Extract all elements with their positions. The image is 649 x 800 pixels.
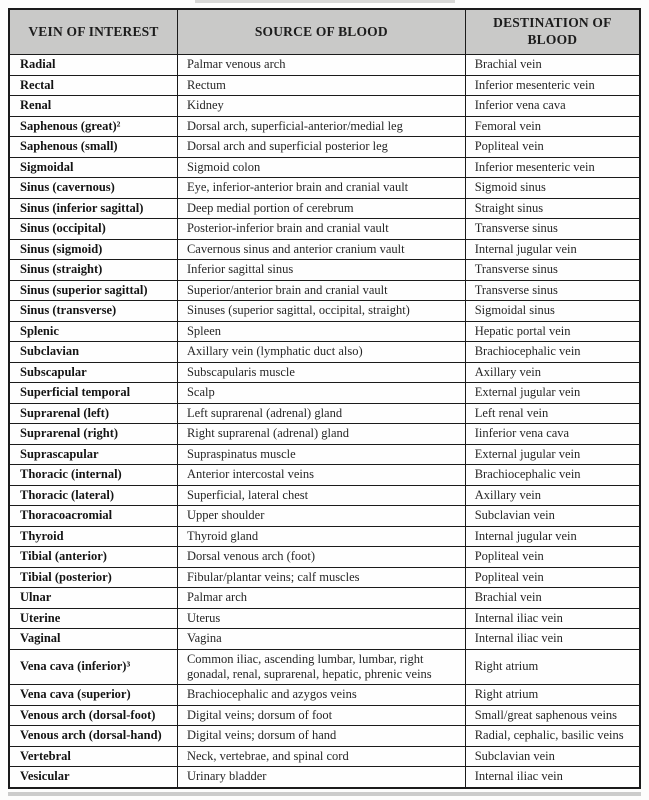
column-header-vein-of-interest: VEIN OF INTEREST — [9, 9, 177, 55]
cell-vein-of-interest: Thoracic (internal) — [9, 465, 177, 486]
cell-vein-of-interest: Superficial temporal — [9, 383, 177, 404]
table-row — [9, 767, 640, 788]
cell-vein-of-interest: Sinus (straight) — [9, 260, 177, 281]
cell-destination-of-blood: Transverse sinus — [465, 280, 640, 301]
cell-destination-of-blood: Internal jugular vein — [465, 526, 640, 547]
table-row — [9, 649, 640, 685]
table-row — [9, 157, 640, 178]
table-row — [9, 239, 640, 260]
table-row — [9, 362, 640, 383]
table-row — [9, 342, 640, 363]
cell-destination-of-blood: Inferior mesenteric vein — [465, 75, 640, 96]
cell-source-of-blood: Posterior-inferior brain and cranial vault — [177, 219, 465, 240]
cell-vein-of-interest: Vena cava (superior) — [9, 685, 177, 706]
cell-source-of-blood: Inferior sagittal sinus — [177, 260, 465, 281]
cell-destination-of-blood: Hepatic portal vein — [465, 321, 640, 342]
column-header-destination-of-blood: DESTINATION OF BLOOD — [465, 9, 640, 55]
cell-vein-of-interest: Thoracic (lateral) — [9, 485, 177, 506]
cell-destination-of-blood: Small/great saphenous veins — [465, 705, 640, 726]
cell-vein-of-interest: Thoracoacromial — [9, 506, 177, 527]
cell-source-of-blood: Urinary bladder — [177, 767, 465, 788]
table-row — [9, 424, 640, 445]
table-row — [9, 705, 640, 726]
table-row — [9, 506, 640, 527]
cell-destination-of-blood: Sigmoid sinus — [465, 178, 640, 199]
veins-table — [8, 8, 641, 789]
cell-source-of-blood: Superficial, lateral chest — [177, 485, 465, 506]
cell-source-of-blood: Dorsal arch and superficial posterior leg — [177, 137, 465, 158]
cell-destination-of-blood: Brachiocephalic vein — [465, 465, 640, 486]
cell-vein-of-interest: Sinus (sigmoid) — [9, 239, 177, 260]
cell-destination-of-blood: Axillary vein — [465, 485, 640, 506]
scan-artifact — [195, 0, 455, 3]
cell-destination-of-blood: Subclavian vein — [465, 746, 640, 767]
table-row — [9, 55, 640, 76]
table-row — [9, 383, 640, 404]
bottom-rule — [8, 792, 641, 796]
cell-vein-of-interest: Sigmoidal — [9, 157, 177, 178]
cell-vein-of-interest: Sinus (inferior sagittal) — [9, 198, 177, 219]
cell-source-of-blood: Spleen — [177, 321, 465, 342]
cell-vein-of-interest: Radial — [9, 55, 177, 76]
table-row — [9, 608, 640, 629]
cell-destination-of-blood: Popliteal vein — [465, 547, 640, 568]
table-row — [9, 301, 640, 322]
table-row — [9, 75, 640, 96]
cell-vein-of-interest: Thyroid — [9, 526, 177, 547]
table-row — [9, 321, 640, 342]
cell-source-of-blood: Kidney — [177, 96, 465, 117]
cell-destination-of-blood: Inferior mesenteric vein — [465, 157, 640, 178]
cell-source-of-blood: Digital veins; dorsum of foot — [177, 705, 465, 726]
cell-destination-of-blood: Right atrium — [465, 685, 640, 706]
table-row — [9, 403, 640, 424]
cell-destination-of-blood: Transverse sinus — [465, 260, 640, 281]
cell-source-of-blood: Cavernous sinus and anterior cranium vault — [177, 239, 465, 260]
cell-vein-of-interest: Subscapular — [9, 362, 177, 383]
cell-source-of-blood: Subscapularis muscle — [177, 362, 465, 383]
cell-destination-of-blood: Internal jugular vein — [465, 239, 640, 260]
cell-vein-of-interest: Renal — [9, 96, 177, 117]
cell-vein-of-interest: Vaginal — [9, 629, 177, 650]
cell-vein-of-interest: Saphenous (great)² — [9, 116, 177, 137]
table-row — [9, 465, 640, 486]
cell-source-of-blood: Brachiocephalic and azygos veins — [177, 685, 465, 706]
table-row — [9, 567, 640, 588]
table-row — [9, 547, 640, 568]
cell-vein-of-interest: Vertebral — [9, 746, 177, 767]
cell-source-of-blood: Digital veins; dorsum of hand — [177, 726, 465, 747]
table-row — [9, 444, 640, 465]
cell-source-of-blood: Dorsal arch, superficial-anterior/medial leg — [177, 116, 465, 137]
table-row — [9, 746, 640, 767]
cell-source-of-blood: Thyroid gland — [177, 526, 465, 547]
table-row — [9, 198, 640, 219]
cell-source-of-blood: Deep medial portion of cerebrum — [177, 198, 465, 219]
cell-source-of-blood: Eye, inferior-anterior brain and cranial vault — [177, 178, 465, 199]
cell-source-of-blood: Sinuses (superior sagittal, occipital, straight) — [177, 301, 465, 322]
cell-destination-of-blood: Straight sinus — [465, 198, 640, 219]
table-row — [9, 629, 640, 650]
table-row — [9, 685, 640, 706]
cell-vein-of-interest: Subclavian — [9, 342, 177, 363]
cell-source-of-blood: Supraspinatus muscle — [177, 444, 465, 465]
cell-source-of-blood: Palmar arch — [177, 588, 465, 609]
cell-source-of-blood: Vagina — [177, 629, 465, 650]
cell-destination-of-blood: External jugular vein — [465, 444, 640, 465]
cell-source-of-blood: Right suprarenal (adrenal) gland — [177, 424, 465, 445]
table-row — [9, 116, 640, 137]
table-header — [9, 9, 640, 55]
cell-destination-of-blood: Axillary vein — [465, 362, 640, 383]
table-row — [9, 219, 640, 240]
cell-source-of-blood: Uterus — [177, 608, 465, 629]
column-header-source-of-blood: SOURCE OF BLOOD — [177, 9, 465, 55]
cell-vein-of-interest: Rectal — [9, 75, 177, 96]
cell-vein-of-interest: Venous arch (dorsal-hand) — [9, 726, 177, 747]
table-row — [9, 485, 640, 506]
cell-source-of-blood: Anterior intercostal veins — [177, 465, 465, 486]
cell-destination-of-blood: Internal iliac vein — [465, 629, 640, 650]
cell-destination-of-blood: Right atrium — [465, 649, 640, 685]
cell-source-of-blood: Sigmoid colon — [177, 157, 465, 178]
cell-source-of-blood: Palmar venous arch — [177, 55, 465, 76]
header-row — [9, 9, 640, 55]
table-row — [9, 96, 640, 117]
cell-vein-of-interest: Suprarenal (left) — [9, 403, 177, 424]
cell-destination-of-blood: Brachial vein — [465, 55, 640, 76]
table-row — [9, 178, 640, 199]
cell-vein-of-interest: Vena cava (inferior)³ — [9, 649, 177, 685]
table-row — [9, 280, 640, 301]
cell-vein-of-interest: Tibial (anterior) — [9, 547, 177, 568]
cell-destination-of-blood: Femoral vein — [465, 116, 640, 137]
cell-destination-of-blood: Internal iliac vein — [465, 608, 640, 629]
cell-source-of-blood: Rectum — [177, 75, 465, 96]
cell-vein-of-interest: Uterine — [9, 608, 177, 629]
cell-destination-of-blood: Iinferior vena cava — [465, 424, 640, 445]
cell-vein-of-interest: Sinus (superior sagittal) — [9, 280, 177, 301]
table-row — [9, 588, 640, 609]
cell-source-of-blood: Upper shoulder — [177, 506, 465, 527]
cell-destination-of-blood: External jugular vein — [465, 383, 640, 404]
cell-source-of-blood: Common iliac, ascending lumbar, lumbar, right gonadal, renal, suprarenal, hepatic, phrenic veins — [177, 649, 465, 685]
cell-vein-of-interest: Vesicular — [9, 767, 177, 788]
cell-vein-of-interest: Suprascapular — [9, 444, 177, 465]
cell-vein-of-interest: Venous arch (dorsal-foot) — [9, 705, 177, 726]
cell-source-of-blood: Superior/anterior brain and cranial vault — [177, 280, 465, 301]
cell-destination-of-blood: Brachiocephalic vein — [465, 342, 640, 363]
cell-vein-of-interest: Suprarenal (right) — [9, 424, 177, 445]
cell-vein-of-interest: Sinus (cavernous) — [9, 178, 177, 199]
cell-destination-of-blood: Popliteal vein — [465, 567, 640, 588]
veins-table-container — [8, 8, 641, 796]
cell-destination-of-blood: Transverse sinus — [465, 219, 640, 240]
cell-destination-of-blood: Brachial vein — [465, 588, 640, 609]
cell-vein-of-interest: Saphenous (small) — [9, 137, 177, 158]
cell-destination-of-blood: Popliteal vein — [465, 137, 640, 158]
cell-source-of-blood: Axillary vein (lymphatic duct also) — [177, 342, 465, 363]
table-row — [9, 137, 640, 158]
cell-vein-of-interest: Splenic — [9, 321, 177, 342]
table-row — [9, 526, 640, 547]
cell-destination-of-blood: Left renal vein — [465, 403, 640, 424]
table-body — [9, 55, 640, 788]
cell-source-of-blood: Neck, vertebrae, and spinal cord — [177, 746, 465, 767]
cell-destination-of-blood: Internal iliac vein — [465, 767, 640, 788]
cell-source-of-blood: Fibular/plantar veins; calf muscles — [177, 567, 465, 588]
cell-source-of-blood: Left suprarenal (adrenal) gland — [177, 403, 465, 424]
cell-vein-of-interest: Sinus (occipital) — [9, 219, 177, 240]
cell-source-of-blood: Scalp — [177, 383, 465, 404]
cell-vein-of-interest: Ulnar — [9, 588, 177, 609]
table-row — [9, 726, 640, 747]
cell-vein-of-interest: Tibial (posterior) — [9, 567, 177, 588]
cell-destination-of-blood: Radial, cephalic, basilic veins — [465, 726, 640, 747]
cell-destination-of-blood: Inferior vena cava — [465, 96, 640, 117]
cell-destination-of-blood: Sigmoidal sinus — [465, 301, 640, 322]
table-row — [9, 260, 640, 281]
cell-source-of-blood: Dorsal venous arch (foot) — [177, 547, 465, 568]
cell-vein-of-interest: Sinus (transverse) — [9, 301, 177, 322]
cell-destination-of-blood: Subclavian vein — [465, 506, 640, 527]
